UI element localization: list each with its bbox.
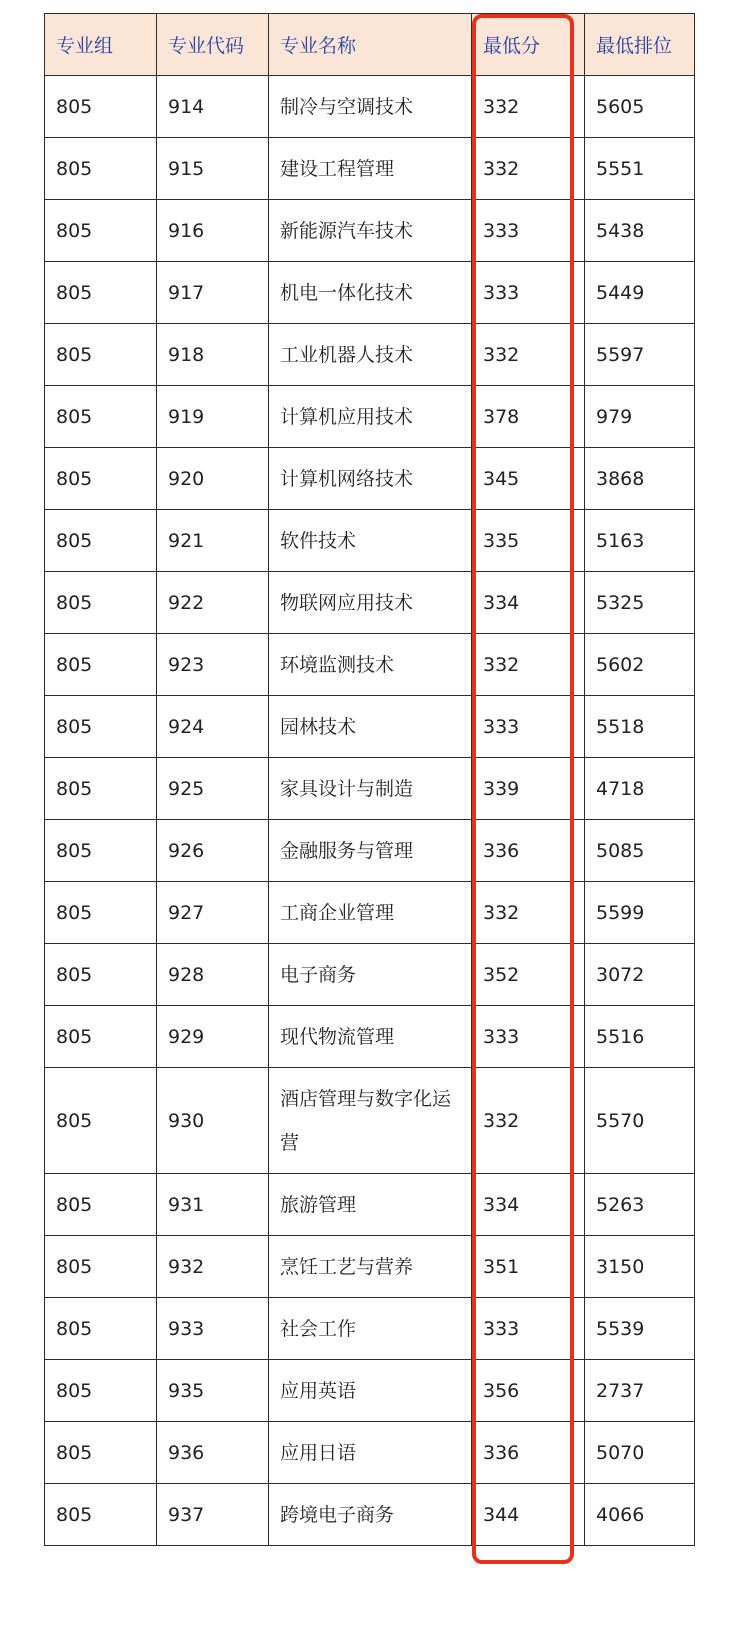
cell-major-name: 社会工作 [269,1298,472,1360]
score-table-container [44,13,694,1546]
cell-min-rank: 5599 [585,882,695,944]
cell-major-name: 软件技术 [269,510,472,572]
header-major-name: 专业名称 [269,14,472,76]
cell-major-name: 机电一体化技术 [269,262,472,324]
cell-min-score: 333 [472,200,585,262]
cell-min-rank: 5163 [585,510,695,572]
cell-code: 925 [157,758,269,820]
cell-major-name: 烹饪工艺与营养 [269,1236,472,1298]
cell-code: 926 [157,820,269,882]
cell-group: 805 [45,76,157,138]
cell-min-rank: 5597 [585,324,695,386]
cell-major-name: 电子商务 [269,944,472,1006]
cell-min-rank: 2737 [585,1360,695,1422]
cell-min-score: 344 [472,1484,585,1546]
cell-min-score: 332 [472,634,585,696]
cell-min-rank: 5449 [585,262,695,324]
table-row [45,634,695,696]
table-row [45,200,695,262]
cell-min-rank: 5602 [585,634,695,696]
cell-code: 931 [157,1174,269,1236]
cell-group: 805 [45,1484,157,1546]
cell-code: 929 [157,1006,269,1068]
table-header-row [45,14,695,76]
cell-min-rank: 979 [585,386,695,448]
table-row [45,138,695,200]
cell-min-score: 333 [472,262,585,324]
table-row [45,758,695,820]
cell-code: 916 [157,200,269,262]
cell-code: 920 [157,448,269,510]
cell-min-score: 339 [472,758,585,820]
cell-group: 805 [45,1422,157,1484]
header-group: 专业组 [45,14,157,76]
cell-min-score: 332 [472,138,585,200]
cell-group: 805 [45,758,157,820]
cell-min-rank: 5570 [585,1068,695,1174]
cell-min-rank: 3072 [585,944,695,1006]
cell-group: 805 [45,820,157,882]
cell-group: 805 [45,882,157,944]
cell-min-score: 333 [472,1298,585,1360]
cell-group: 805 [45,1006,157,1068]
cell-group: 805 [45,1174,157,1236]
cell-code: 919 [157,386,269,448]
cell-group: 805 [45,510,157,572]
table-row [45,1422,695,1484]
cell-min-rank: 5085 [585,820,695,882]
table-row [45,1236,695,1298]
cell-min-score: 334 [472,1174,585,1236]
cell-min-score: 332 [472,324,585,386]
cell-code: 928 [157,944,269,1006]
cell-code: 935 [157,1360,269,1422]
cell-min-score: 333 [472,1006,585,1068]
cell-min-rank: 4066 [585,1484,695,1546]
cell-major-name: 物联网应用技术 [269,572,472,634]
cell-min-rank: 5516 [585,1006,695,1068]
cell-major-name: 家具设计与制造 [269,758,472,820]
cell-code: 927 [157,882,269,944]
cell-code: 937 [157,1484,269,1546]
cell-min-rank: 4718 [585,758,695,820]
cell-min-rank: 5518 [585,696,695,758]
cell-code: 923 [157,634,269,696]
table-row [45,510,695,572]
cell-min-score: 378 [472,386,585,448]
cell-major-name: 建设工程管理 [269,138,472,200]
table-row [45,76,695,138]
cell-major-name: 现代物流管理 [269,1006,472,1068]
cell-group: 805 [45,1360,157,1422]
cell-min-rank: 3150 [585,1236,695,1298]
table-row [45,262,695,324]
cell-group: 805 [45,448,157,510]
cell-code: 924 [157,696,269,758]
table-row [45,1006,695,1068]
table-row [45,820,695,882]
table-row [45,1360,695,1422]
cell-code: 918 [157,324,269,386]
cell-major-name: 计算机应用技术 [269,386,472,448]
cell-min-score: 336 [472,820,585,882]
cell-group: 805 [45,572,157,634]
cell-code: 922 [157,572,269,634]
cell-min-score: 332 [472,882,585,944]
table-row [45,1484,695,1546]
cell-code: 917 [157,262,269,324]
cell-major-name: 金融服务与管理 [269,820,472,882]
cell-min-score: 334 [472,572,585,634]
cell-min-score: 345 [472,448,585,510]
cell-major-name: 环境监测技术 [269,634,472,696]
cell-major-name: 酒店管理与数字化运营 [269,1068,472,1174]
cell-min-rank: 5438 [585,200,695,262]
table-row [45,386,695,448]
cell-code: 914 [157,76,269,138]
cell-major-name: 园林技术 [269,696,472,758]
table-row [45,882,695,944]
cell-group: 805 [45,138,157,200]
cell-min-score: 356 [472,1360,585,1422]
cell-min-score: 336 [472,1422,585,1484]
cell-min-score: 332 [472,76,585,138]
header-code: 专业代码 [157,14,269,76]
table-row [45,696,695,758]
cell-code: 921 [157,510,269,572]
cell-major-name: 跨境电子商务 [269,1484,472,1546]
table-row [45,324,695,386]
cell-group: 805 [45,1068,157,1174]
cell-code: 930 [157,1068,269,1174]
cell-code: 915 [157,138,269,200]
cell-major-name: 应用日语 [269,1422,472,1484]
cell-min-score: 335 [472,510,585,572]
cell-major-name: 新能源汽车技术 [269,200,472,262]
cell-major-name: 计算机网络技术 [269,448,472,510]
header-min-score: 最低分 [472,14,585,76]
cell-group: 805 [45,324,157,386]
cell-code: 932 [157,1236,269,1298]
cell-min-score: 332 [472,1068,585,1174]
cell-group: 805 [45,696,157,758]
cell-group: 805 [45,386,157,448]
cell-min-rank: 5605 [585,76,695,138]
table-row [45,1298,695,1360]
cell-major-name: 旅游管理 [269,1174,472,1236]
table-row [45,572,695,634]
cell-min-rank: 3868 [585,448,695,510]
cell-group: 805 [45,1298,157,1360]
table-row [45,1068,695,1174]
cell-min-rank: 5551 [585,138,695,200]
cell-group: 805 [45,944,157,1006]
cell-min-rank: 5325 [585,572,695,634]
cell-min-score: 352 [472,944,585,1006]
cell-group: 805 [45,1236,157,1298]
cell-code: 936 [157,1422,269,1484]
table-row [45,1174,695,1236]
header-min-rank: 最低排位 [585,14,695,76]
score-table [44,13,695,1546]
cell-min-score: 333 [472,696,585,758]
cell-code: 933 [157,1298,269,1360]
cell-major-name: 工商企业管理 [269,882,472,944]
cell-min-rank: 5539 [585,1298,695,1360]
cell-group: 805 [45,634,157,696]
table-body [45,76,695,1546]
cell-major-name: 工业机器人技术 [269,324,472,386]
table-row [45,944,695,1006]
cell-major-name: 制冷与空调技术 [269,76,472,138]
cell-min-rank: 5263 [585,1174,695,1236]
cell-min-score: 351 [472,1236,585,1298]
cell-group: 805 [45,262,157,324]
cell-min-rank: 5070 [585,1422,695,1484]
table-row [45,448,695,510]
cell-group: 805 [45,200,157,262]
cell-major-name: 应用英语 [269,1360,472,1422]
